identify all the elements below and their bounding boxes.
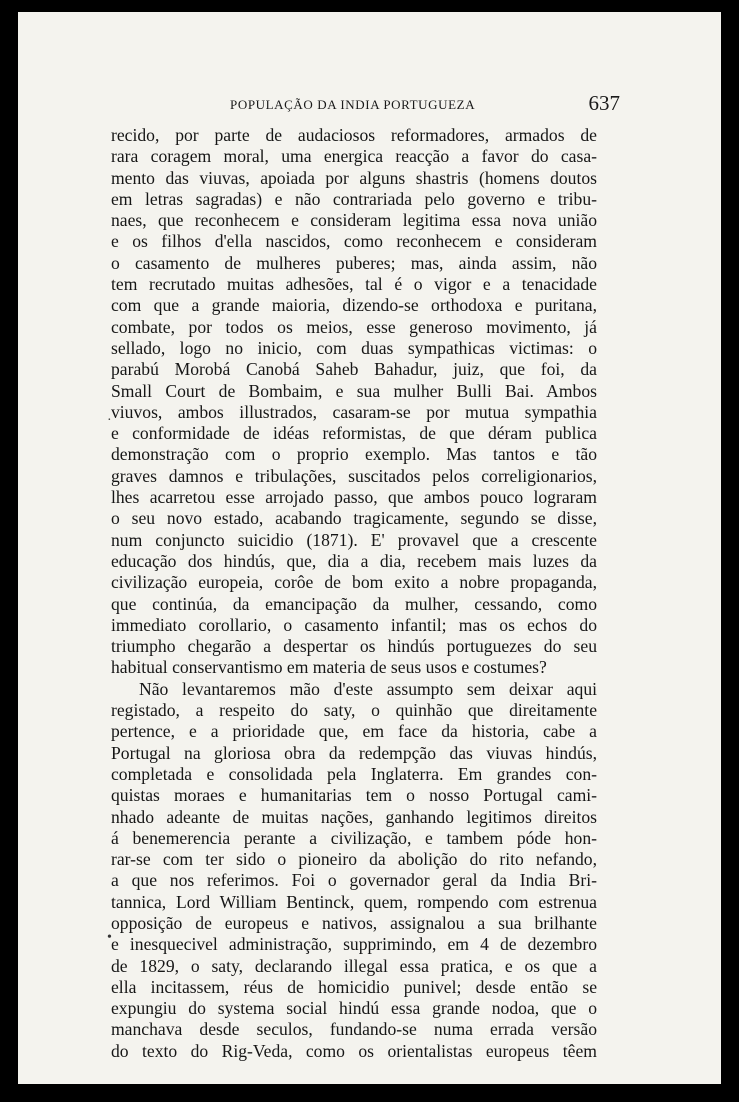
margin-dot: • bbox=[107, 930, 112, 945]
text-line: triumpho chegarão a despertar os hindús portuguezes do seu bbox=[111, 636, 597, 657]
text-line: manchava desde seculos, fundando-se numa errada versão bbox=[111, 1019, 597, 1040]
text-line: educação dos hindús, que, dia a dia, recebem mais luzes da bbox=[111, 550, 597, 571]
text-line: civilização europeia, corôe de bom exito a nobre propaganda, bbox=[111, 572, 597, 593]
page-number: 637 bbox=[588, 91, 620, 115]
book-page bbox=[18, 12, 721, 1084]
text-line: mento das viuvas, apoiada por alguns shastris (homens doutos bbox=[111, 167, 597, 188]
page-header bbox=[230, 91, 620, 121]
text-line: tannica, Lord William Bentinck, quem, rompendo com estrenua bbox=[111, 891, 597, 912]
body-text bbox=[111, 125, 597, 1062]
text-line: rara coragem moral, uma energica reacção a favor do casa- bbox=[111, 146, 597, 167]
text-line: o seu novo estado, acabando tragicamente, segundo se disse, bbox=[111, 508, 597, 529]
text-line: recido, por parte de audaciosos reformadores, armados de bbox=[111, 125, 597, 145]
text-line: opposição de europeus e nativos, assignalou a sua brilhante bbox=[111, 912, 597, 933]
text-line: que continúa, da emancipação da mulher, cessando, como bbox=[111, 593, 597, 614]
text-line: tem recrutado muitas adhesões, tal é o vigor e a tenacidade bbox=[111, 274, 597, 295]
margin-dot: · bbox=[107, 413, 112, 428]
text-line: sellado, logo no inicio, com duas sympathicas victimas: o bbox=[111, 337, 597, 358]
text-line: em letras sagradas) e não contrariada pelo governo e tribu- bbox=[111, 188, 597, 209]
text-line: demonstração com o proprio exemplo. Mas tantos e tão bbox=[111, 444, 597, 465]
text-line: Portugal na gloriosa obra da redempção das viuvas hindús, bbox=[111, 742, 597, 763]
text-line: naes, que reconhecem e consideram legitima essa nova união bbox=[111, 210, 597, 231]
running-title: POPULAÇÃO DA INDIA PORTUGUEZA bbox=[230, 97, 476, 112]
text-line: de 1829, o saty, declarando illegal essa pratica, e os que a bbox=[111, 955, 597, 976]
text-line: pertence, e a prioridade que, em face da historia, cabe a bbox=[111, 721, 597, 742]
text-line: do texto do Rig-Veda, como os orientalistas europeus têem bbox=[111, 1040, 597, 1061]
text-line: habitual conservantismo em materia de seus usos e costumes? bbox=[111, 657, 547, 678]
text-line: quistas moraes e humanitarias tem o nosso Portugal cami- bbox=[111, 785, 597, 806]
text-line: ella incitassem, réus de homicidio punivel; desde então se bbox=[111, 976, 597, 997]
text-line: e conformidade de idéas reformistas, de que déram publica bbox=[111, 423, 597, 444]
text-line: parabú Morobá Canobá Saheb Bahadur, juiz, que foi, da bbox=[111, 359, 597, 380]
text-line: a que nos referimos. Foi o governador geral da India Bri- bbox=[111, 870, 597, 891]
text-line: graves damnos e tribulações, suscitados pelos correligionarios, bbox=[111, 465, 597, 486]
text-line: expungiu do systema social hindú essa grande nodoa, que o bbox=[111, 998, 597, 1019]
text-line: á benemerencia perante a civilização, e tambem póde hon- bbox=[111, 827, 597, 848]
text-line: Não levantaremos mão d'este assumpto sem deixar aqui bbox=[139, 678, 597, 699]
text-line: registado, a respeito do saty, o quinhão que direitamente bbox=[111, 700, 597, 721]
text-line: nhado adeante de muitas nações, ganhando legitimos direitos bbox=[111, 806, 597, 827]
text-line: viuvos, ambos illustrados, casaram-se por mutua sympathia bbox=[111, 401, 597, 422]
text-line: o casamento de mulheres puberes; mas, ainda assim, não bbox=[111, 252, 597, 273]
text-line: completada e consolidada pela Inglaterra. Em grandes con- bbox=[111, 763, 597, 784]
text-line: rar-se com ter sido o pioneiro da abolição do rito nefando, bbox=[111, 849, 597, 870]
text-line: combate, por todos os meios, esse generoso movimento, já bbox=[111, 316, 597, 337]
text-line: e os filhos d'ella nascidos, como reconhecem e consideram bbox=[111, 231, 597, 252]
text-line: com que a grande maioria, dizendo-se orthodoxa e puritana, bbox=[111, 295, 597, 316]
text-line: lhes acarretou esse arrojado passo, que ambos pouco lograram bbox=[111, 487, 597, 508]
text-line: e inesquecivel administração, supprimindo, em 4 de dezembro bbox=[111, 934, 597, 955]
text-line: num conjuncto suicidio (1871). E' provavel que a crescente bbox=[111, 529, 597, 550]
text-line: immediato corollario, o casamento infantil; mas os echos do bbox=[111, 614, 597, 635]
text-line: Small Court de Bombaim, e sua mulher Bulli Bai. Ambos bbox=[111, 380, 597, 401]
